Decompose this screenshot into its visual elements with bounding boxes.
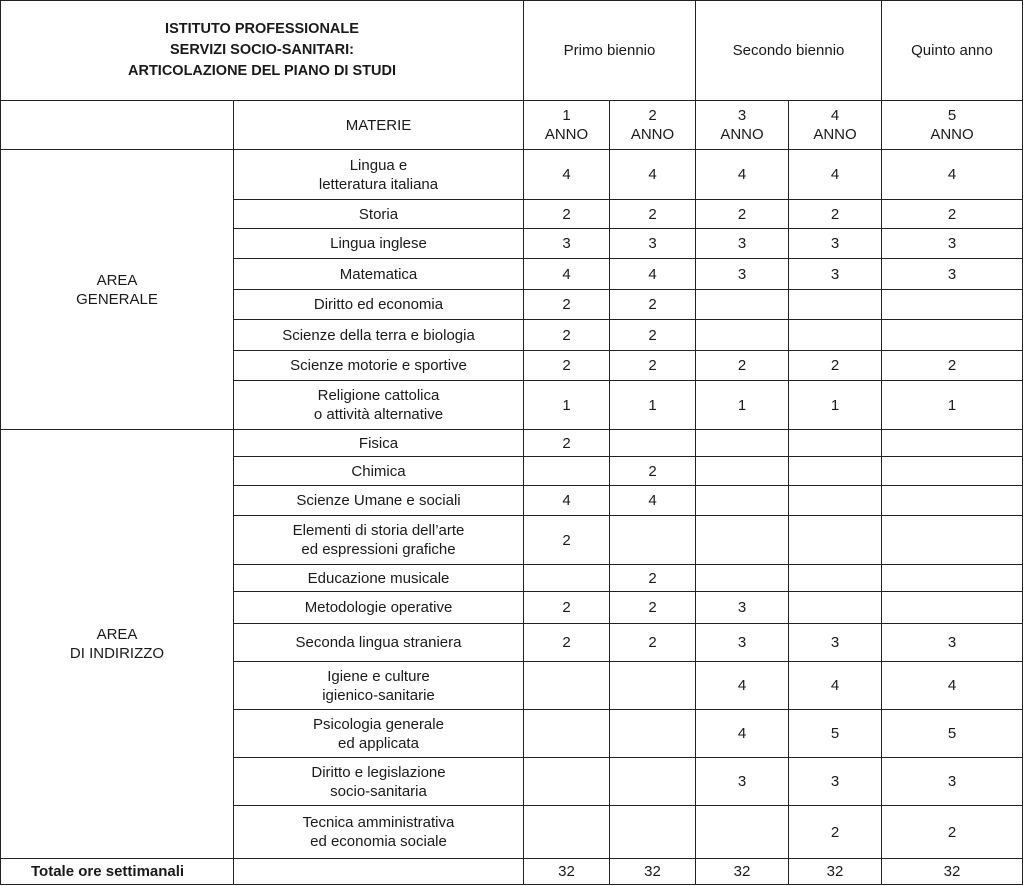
hours-cell: 3 xyxy=(882,229,1023,259)
hours-cell xyxy=(882,430,1023,457)
hours-cell: 4 xyxy=(696,710,789,758)
area-name: AREA GENERALE xyxy=(1,150,234,430)
hours-cell: 1 xyxy=(882,381,1023,430)
hours-cell xyxy=(610,662,696,710)
hours-cell xyxy=(610,516,696,565)
hours-cell xyxy=(882,320,1023,351)
subject-cell: Lingua inglese xyxy=(234,229,524,259)
hours-cell xyxy=(789,430,882,457)
year-5-header: 5 ANNO xyxy=(882,101,1023,150)
hours-cell xyxy=(610,710,696,758)
hours-cell: 4 xyxy=(696,662,789,710)
hours-cell: 4 xyxy=(524,150,610,200)
hours-cell: 3 xyxy=(696,229,789,259)
hours-cell: 3 xyxy=(610,229,696,259)
hours-cell: 2 xyxy=(524,200,610,229)
hours-cell: 2 xyxy=(610,592,696,624)
subject-cell: Storia xyxy=(234,200,524,229)
hours-cell xyxy=(882,516,1023,565)
hours-cell xyxy=(610,430,696,457)
hours-cell: 2 xyxy=(524,351,610,381)
years-row xyxy=(1,101,1023,150)
subject-cell: Scienze motorie e sportive xyxy=(234,351,524,381)
hours-cell: 2 xyxy=(696,200,789,229)
hours-cell: 3 xyxy=(696,592,789,624)
hours-cell xyxy=(696,486,789,516)
hours-cell xyxy=(524,758,610,806)
year-3-header: 3 ANNO xyxy=(696,101,789,150)
hours-cell: 1 xyxy=(610,381,696,430)
hours-cell: 2 xyxy=(882,806,1023,859)
hours-cell: 2 xyxy=(610,320,696,351)
hours-cell xyxy=(882,565,1023,592)
materie-header: MATERIE xyxy=(234,101,524,150)
table-title: ISTITUTO PROFESSIONALE SERVIZI SOCIO-SANITARI: ARTICOLAZIONE DEL PIANO DI STUDI xyxy=(1,1,524,101)
hours-cell: 1 xyxy=(524,381,610,430)
subject-cell: Matematica xyxy=(234,259,524,290)
hours-cell: 2 xyxy=(610,457,696,486)
hours-cell xyxy=(789,516,882,565)
group-primo-biennio: Primo biennio xyxy=(524,1,696,101)
subject-cell: Fisica xyxy=(234,430,524,457)
empty-cell xyxy=(234,859,524,885)
group-quinto-anno: Quinto anno xyxy=(882,1,1023,101)
hours-cell: 4 xyxy=(789,662,882,710)
hours-cell xyxy=(696,806,789,859)
subject-cell: Educazione musicale xyxy=(234,565,524,592)
subject-cell: Tecnica amministrativa ed economia sociale xyxy=(234,806,524,859)
subject-cell: Chimica xyxy=(234,457,524,486)
hours-cell: 2 xyxy=(696,351,789,381)
hours-cell: 1 xyxy=(789,381,882,430)
subject-cell: Lingua e letteratura italiana xyxy=(234,150,524,200)
year-4-header: 4 ANNO xyxy=(789,101,882,150)
hours-cell xyxy=(696,516,789,565)
hours-cell: 2 xyxy=(789,806,882,859)
hours-cell xyxy=(696,290,789,320)
hours-cell: 2 xyxy=(789,200,882,229)
hours-cell: 3 xyxy=(789,624,882,662)
group-secondo-biennio: Secondo biennio xyxy=(696,1,882,101)
hours-cell xyxy=(789,320,882,351)
total-hours-cell: 32 xyxy=(696,859,789,885)
hours-cell: 3 xyxy=(696,758,789,806)
hours-cell: 2 xyxy=(524,290,610,320)
subject-cell: Psicologia generale ed applicata xyxy=(234,710,524,758)
subject-cell: Diritto ed economia xyxy=(234,290,524,320)
hours-cell xyxy=(524,565,610,592)
hours-cell xyxy=(696,457,789,486)
hours-cell xyxy=(524,806,610,859)
hours-cell: 3 xyxy=(789,229,882,259)
hours-cell xyxy=(696,565,789,592)
hours-cell: 2 xyxy=(610,624,696,662)
table-row xyxy=(1,150,1023,200)
total-hours-cell: 32 xyxy=(524,859,610,885)
hours-cell: 4 xyxy=(696,150,789,200)
hours-cell xyxy=(789,486,882,516)
hours-cell: 4 xyxy=(789,150,882,200)
hours-cell xyxy=(882,290,1023,320)
subject-cell: Igiene e culture igienico-sanitarie xyxy=(234,662,524,710)
hours-cell: 2 xyxy=(882,351,1023,381)
hours-cell xyxy=(789,457,882,486)
hours-cell: 3 xyxy=(789,259,882,290)
subject-cell: Diritto e legislazione socio-sanitaria xyxy=(234,758,524,806)
hours-cell xyxy=(610,758,696,806)
subject-cell: Scienze della terra e biologia xyxy=(234,320,524,351)
hours-cell: 2 xyxy=(882,200,1023,229)
empty-cell xyxy=(1,101,234,150)
total-label: Totale ore settimanali xyxy=(1,859,234,885)
hours-cell: 3 xyxy=(882,259,1023,290)
subject-cell: Metodologie operative xyxy=(234,592,524,624)
hours-cell xyxy=(524,662,610,710)
hours-cell: 4 xyxy=(882,150,1023,200)
hours-cell: 3 xyxy=(882,624,1023,662)
hours-cell: 3 xyxy=(696,624,789,662)
hours-cell xyxy=(882,457,1023,486)
hours-cell: 4 xyxy=(610,150,696,200)
hours-cell: 1 xyxy=(696,381,789,430)
hours-cell: 2 xyxy=(789,351,882,381)
hours-cell xyxy=(882,592,1023,624)
area-name: AREA DI INDIRIZZO xyxy=(1,430,234,859)
hours-cell: 4 xyxy=(610,259,696,290)
subject-cell: Religione cattolica o attività alternative xyxy=(234,381,524,430)
hours-cell xyxy=(882,486,1023,516)
hours-cell: 2 xyxy=(524,516,610,565)
year-2-header: 2 ANNO xyxy=(610,101,696,150)
total-row xyxy=(1,859,1023,885)
hours-cell xyxy=(524,710,610,758)
hours-cell: 5 xyxy=(882,710,1023,758)
hours-cell: 3 xyxy=(696,259,789,290)
hours-cell: 2 xyxy=(610,351,696,381)
hours-cell xyxy=(789,565,882,592)
year-1-header: 1 ANNO xyxy=(524,101,610,150)
total-hours-cell: 32 xyxy=(610,859,696,885)
hours-cell: 4 xyxy=(882,662,1023,710)
hours-cell: 5 xyxy=(789,710,882,758)
hours-cell: 2 xyxy=(610,290,696,320)
subject-cell: Elementi di storia dell’arte ed espressioni grafiche xyxy=(234,516,524,565)
hours-cell xyxy=(789,290,882,320)
hours-cell: 4 xyxy=(524,486,610,516)
hours-cell: 2 xyxy=(610,200,696,229)
hours-cell xyxy=(696,430,789,457)
hours-cell: 2 xyxy=(524,624,610,662)
hours-cell: 2 xyxy=(610,565,696,592)
hours-cell: 3 xyxy=(882,758,1023,806)
hours-cell xyxy=(524,457,610,486)
hours-cell xyxy=(789,592,882,624)
hours-cell: 2 xyxy=(524,430,610,457)
hours-cell: 2 xyxy=(524,592,610,624)
hours-cell: 4 xyxy=(524,259,610,290)
header-row xyxy=(1,1,1023,101)
hours-cell: 3 xyxy=(524,229,610,259)
hours-cell xyxy=(610,806,696,859)
hours-cell: 4 xyxy=(610,486,696,516)
total-hours-cell: 32 xyxy=(882,859,1023,885)
hours-cell: 3 xyxy=(789,758,882,806)
subject-cell: Seconda lingua straniera xyxy=(234,624,524,662)
hours-cell: 2 xyxy=(524,320,610,351)
total-hours-cell: 32 xyxy=(789,859,882,885)
hours-cell xyxy=(696,320,789,351)
subject-cell: Scienze Umane e sociali xyxy=(234,486,524,516)
table-row xyxy=(1,430,1023,457)
